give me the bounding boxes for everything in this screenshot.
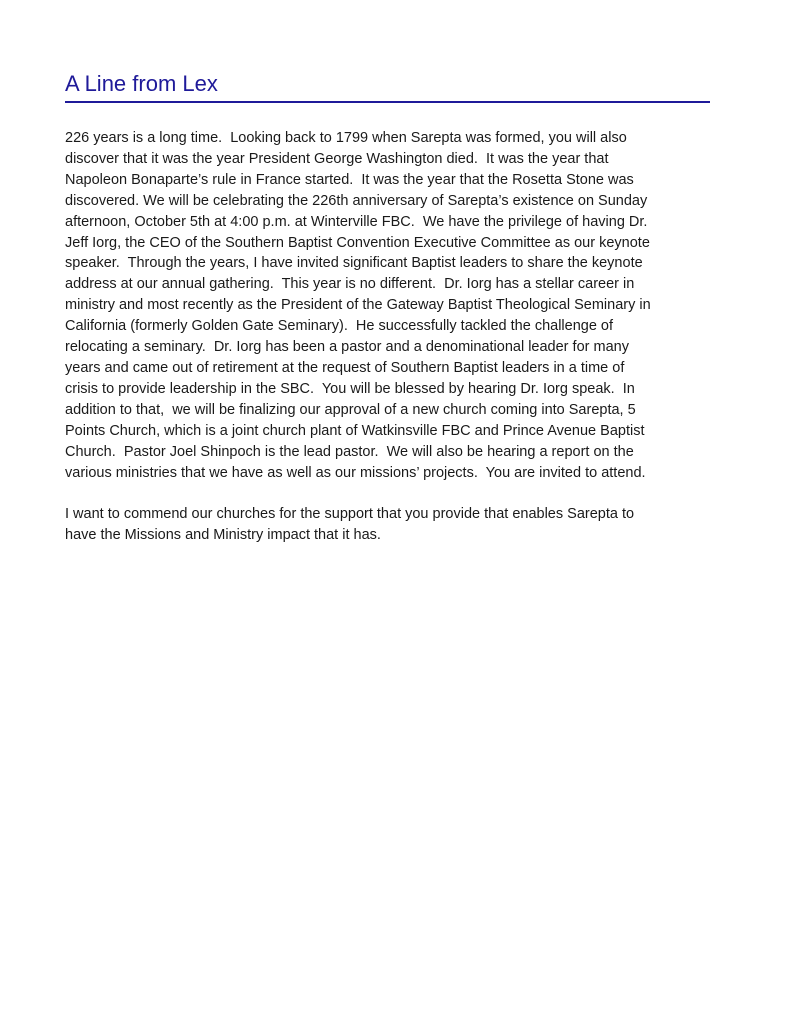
paragraph-commendation: I want to commend our churches for the support that you provide that enables Sarepta to have the Missions and Ministry impact that it has. [65, 506, 635, 544]
page-title: A Line from Lex [65, 71, 218, 96]
paragraph-anniversary: 226 years is a long time. Looking back to 1799 when Sarepta was formed, you will also discover that it was the year President George Washington died. It was the year that Napoleon Bonaparte’s rule in France started. It was the year that the Rosetta Stone was discovered. We will be celebrating the 226th anniversary of Sarepta’s existence on Sunday afternoon, October 5th at 4:00 p.m. at Winterville FBC. We have the privilege of having Dr. Jeff Iorg, the CEO of the Southern Baptist Convention Executive Committee as our keynote speaker. Through the years, I have invited significant Baptist leaders to share the keynote address at our annual gathering. This year is no different. Dr. Iorg has a stellar career in ministry and most recently as the President of the Gateway Baptist Theological Seminary in California (formerly Golden Gate Seminary). He successfully tackled the challenge of relocating a seminary. Dr. Iorg has been a pastor and a denominational leader for many years and came out of retirement at the request of Southern Baptist leaders in a time of crisis to provide leadership in the SBC. You will be blessed by hearing Dr. Iorg speak. In addition to that, we will be finalizing our approval of a new church coming into Sarepta, 5 Points Church, which is a joint church plant of Watkinsville FBC and Prince Avenue Baptist Church. Pastor Joel Shinpoch is the lead pastor. We will also be hearing a report on the various ministries that we have as well as our missions’ projects. You are invited to attend. [65, 130, 651, 481]
title-divider [65, 101, 710, 103]
article-body [65, 128, 725, 546]
